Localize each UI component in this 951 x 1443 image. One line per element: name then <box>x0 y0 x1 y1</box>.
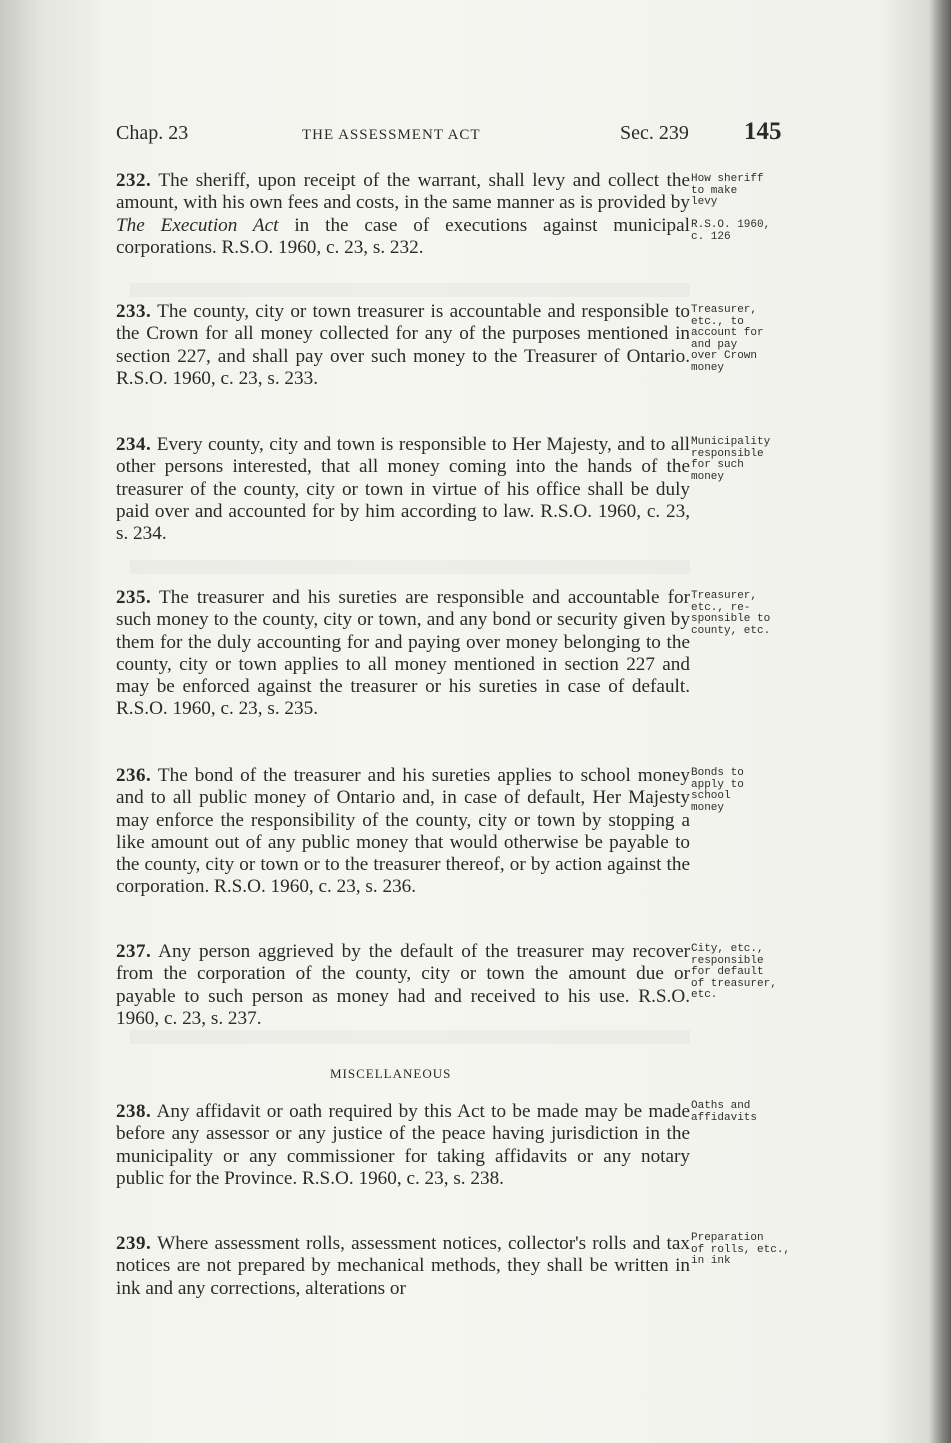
marginal-note-236: Bonds to apply to school money <box>691 767 744 814</box>
marginal-note-239: Preparation of rolls, etc., in ink <box>691 1232 791 1267</box>
section-text: The county, city or town treasurer is accountable and responsible to the Crown for all money collected for any of the purposes mentioned in section 227, and shall pay over such money to the Treasurer of Ontario. R.S.O. 1960, c. 23, s. 233. <box>116 301 691 389</box>
section-number: 232. <box>116 170 152 191</box>
section-text: Every county, city and town is responsible to Her Majesty, and to all other persons interested, that all money coming into the hands of the treasurer of the county, city or town in virtue of his office shall be duly paid over and accounted for by him according to law. R.S.O. 1960, c. 23, s. 234. <box>116 434 690 545</box>
section-number: 239. <box>116 1233 152 1254</box>
section-235 <box>116 587 690 721</box>
section-label: Sec. 239 <box>620 122 689 144</box>
section-number: 237. <box>116 941 152 962</box>
section-text: Any person aggrieved by the default of the treasurer may recover from the corporation of the county, city or town the amount due or payable to such person as money had and received to his use. R.S.O. 1960, c. 23, s. 237. <box>116 941 690 1029</box>
marginal-note-238: Oaths and affidavits <box>691 1100 758 1124</box>
section-text: The bond of the treasurer and his sureties applies to school money and to all public money of Ontario and, in case of default, Her Majesty may enforce the responsibility of the county, city or town by stopping a like amount out of any public money that would otherwise be payable to the county, city or town or to the treasurer thereof, or by action against the corporation. R.S.O. 1960, c. 23, s. 236. <box>116 765 691 898</box>
marginal-note-235: Treasurer, etc., re- sponsible to county, etc. <box>691 590 771 637</box>
marginal-note-233: Treasurer, etc., to account for and pay over Crown money <box>691 304 764 374</box>
marginal-note-237: City, etc., responsible for default of treasurer, etc. <box>691 943 777 1001</box>
chapter-label: Chap. 23 <box>116 122 189 144</box>
marginal-note-234: Municipality responsible for such money <box>691 436 771 483</box>
section-232 <box>116 170 690 259</box>
section-number: 234. <box>116 434 152 455</box>
act-reference: The Execution Act <box>116 214 279 236</box>
binding-shadow <box>929 0 951 1443</box>
bleed-through <box>130 1030 690 1044</box>
section-237 <box>116 941 690 1030</box>
section-number: 238. <box>116 1101 152 1122</box>
section-236 <box>116 765 690 899</box>
section-text: The sheriff, upon receipt of the warrant, shall levy and collect the amount, with his own fees and costs, in the same manner as is provided by The Execution Act in the case of executions against municipal corporations. R.S.O. 1960, c. 23, s. 232. <box>116 170 691 258</box>
page-number: 145 <box>744 118 782 145</box>
section-text: Where assessment rolls, assessment notices, collector's rolls and tax notices are not prepared by mechanical methods, they shall be written in ink and any corrections, alterations or <box>116 1233 691 1299</box>
section-number: 233. <box>116 301 152 322</box>
section-text: The treasurer and his sureties are responsible and accountable for such money to the county, city or town, and any bond or security given by them for the duly accounting for and paying over money belonging to the county, city or town applies to all money mentioned in section 227 and may be enforced against the treasurer or his sureties in case of default. R.S.O. 1960, c. 23, s. 235. <box>116 587 690 720</box>
section-239 <box>116 1233 690 1300</box>
section-234 <box>116 434 690 545</box>
act-title: THE ASSESSMENT ACT <box>302 127 481 143</box>
section-heading-miscellaneous: MISCELLANEOUS <box>330 1066 452 1081</box>
section-233 <box>116 301 690 390</box>
section-238 <box>116 1101 690 1190</box>
bleed-through <box>130 283 690 297</box>
running-header <box>116 118 796 150</box>
bleed-through <box>130 560 690 574</box>
section-number: 235. <box>116 587 152 608</box>
section-text: Any affidavit or oath required by this Act to be made may be made before any assessor or any justice of the peace having jurisdiction in the municipality or any commissioner for taking affidavits or any notary public for the Province. R.S.O. 1960, c. 23, s. 238. <box>116 1101 690 1189</box>
section-number: 236. <box>116 765 152 786</box>
marginal-note-232: How sheriff to make levy R.S.O. 1960, c. 126 <box>691 173 771 243</box>
